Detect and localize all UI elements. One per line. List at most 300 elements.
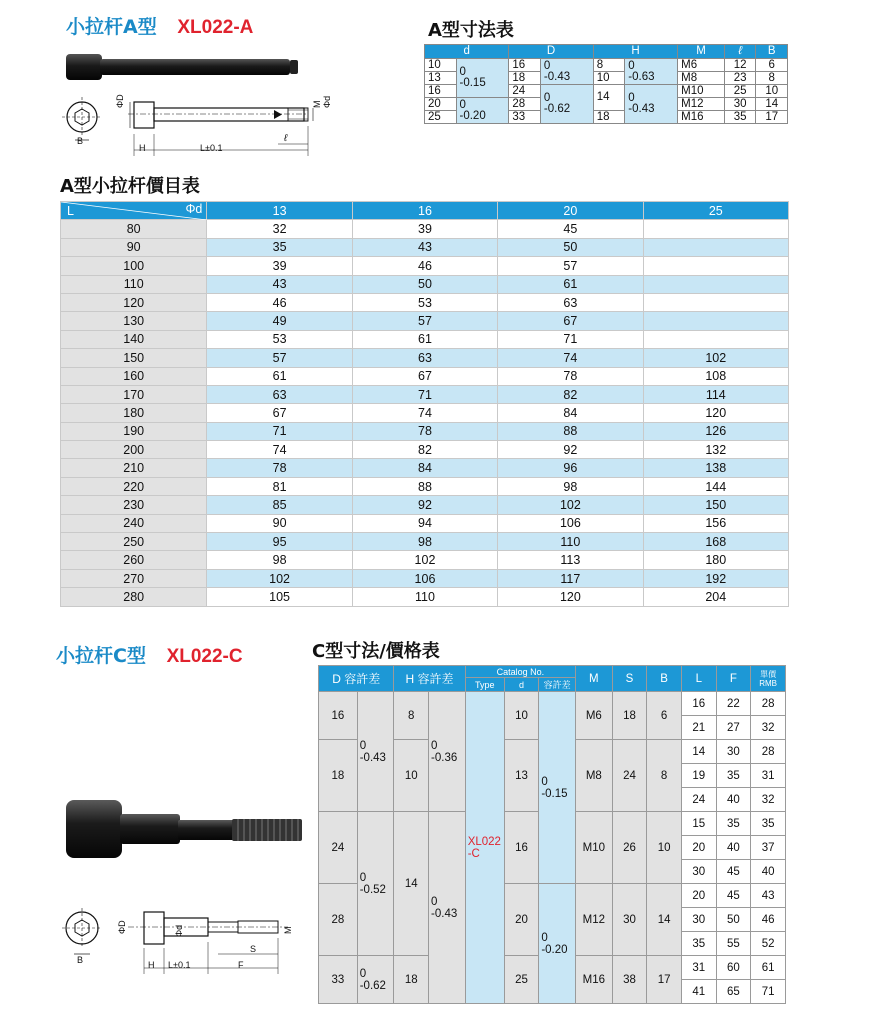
dim-c-price: 28 [751, 692, 786, 716]
dim-c-D: 33 [319, 956, 358, 1004]
price-a-cell: 63 [207, 385, 352, 403]
drawing-a-label-B: B [77, 136, 84, 146]
tol-b: -0.43 [431, 907, 458, 920]
dim-a-cell: 10 [425, 59, 457, 72]
price-a-row [61, 551, 789, 569]
dim-a-cell: 18 [593, 111, 625, 124]
dim-a-header-l: ℓ [724, 45, 756, 59]
price-a-cell: 78 [352, 422, 497, 440]
drawing-c-label-L: L±0.1 [168, 960, 191, 970]
dim-a-cell: 24 [509, 85, 541, 98]
dim-c-H: 10 [394, 740, 429, 812]
section-a-code: XL022-A [177, 17, 254, 38]
dim-c-F: 60 [716, 956, 751, 980]
dim-a-cell: 14 [756, 98, 788, 111]
price-a-row [61, 533, 789, 551]
price-a-cell [643, 293, 788, 311]
price-a-length: 270 [61, 569, 207, 587]
price-a-cell: 102 [207, 569, 352, 587]
price-a-cell: 57 [498, 257, 643, 275]
dim-c-F: 45 [716, 860, 751, 884]
section-c-name: 小拉杆C型 [56, 645, 146, 667]
price-a-cell: 204 [643, 588, 788, 606]
dim-a-cell: M6 [678, 59, 725, 72]
dim-a-title: A型寸法表 [428, 20, 514, 41]
dim-c-header-L: L [681, 666, 716, 692]
dim-a-header-D: D [509, 45, 593, 59]
dim-c-F: 45 [716, 884, 751, 908]
price-a-cell: 46 [207, 293, 352, 311]
dim-c-header-tol: 容許差 [539, 678, 576, 692]
dim-c-d: 13 [504, 740, 539, 812]
dim-c-L: 21 [681, 716, 716, 740]
price-a-cell: 90 [207, 514, 352, 532]
dim-a-cell: 8 [756, 72, 788, 85]
price-a-length: 130 [61, 312, 207, 330]
dim-c-S: 26 [612, 812, 647, 884]
dim-a-cell: 13 [425, 72, 457, 85]
price-a-length: 250 [61, 533, 207, 551]
dim-c-M: M8 [576, 740, 613, 812]
dim-c-S: 30 [612, 884, 647, 956]
dim-c-price: 43 [751, 884, 786, 908]
dim-a-cell: 10 [593, 72, 625, 85]
dim-a-cell: 8 [593, 59, 625, 72]
dim-c-F: 40 [716, 836, 751, 860]
rod-c-photo [62, 796, 306, 864]
price-a-length: 150 [61, 349, 207, 367]
section-a-title [66, 12, 253, 39]
dim-c-L: 14 [681, 740, 716, 764]
price-a-title: A型小拉杆價目表 [60, 176, 200, 197]
type-2: -C [467, 847, 480, 860]
price-a-cell: 78 [498, 367, 643, 385]
price-a-cell: 108 [643, 367, 788, 385]
price-a-row [61, 404, 789, 422]
price-a-length: 260 [61, 551, 207, 569]
price-a-cell: 74 [498, 349, 643, 367]
price-a-cell: 39 [352, 220, 497, 238]
price-a-cell: 102 [498, 496, 643, 514]
dim-c-d: 16 [504, 812, 539, 884]
dim-c-F: 35 [716, 812, 751, 836]
price-a-length: 220 [61, 477, 207, 495]
dim-c-header-D: D 容許差 [319, 666, 394, 692]
dim-c-tol-D2 [357, 812, 394, 956]
price-a-cell: 88 [498, 422, 643, 440]
dim-c-d: 20 [504, 884, 539, 956]
dim-a-cell: 33 [509, 111, 541, 124]
price-a-cell: 67 [498, 312, 643, 330]
price-a-cell [643, 312, 788, 330]
dim-c-tol-H1 [429, 692, 466, 812]
price-a-row [61, 238, 789, 256]
dim-c-M: M16 [576, 956, 613, 1004]
dim-a-cell: 16 [509, 59, 541, 72]
price-a-cell: 43 [352, 238, 497, 256]
dim-a-cell: 30 [724, 98, 756, 111]
price-a-cell: 110 [498, 533, 643, 551]
price-a-col-16: 16 [352, 202, 497, 220]
dim-c-B: 10 [647, 812, 682, 884]
price-a-length: 90 [61, 238, 207, 256]
price-a-cell: 67 [352, 367, 497, 385]
price-a-cell: 45 [498, 220, 643, 238]
tol-a: 0 [541, 931, 548, 944]
price-a-corner [61, 202, 207, 220]
dim-c-header-price-1: 單價 [760, 669, 777, 679]
price-a-cell: 61 [207, 367, 352, 385]
price-a-cell: 138 [643, 459, 788, 477]
drawing-a-label-l: ℓ [284, 133, 288, 144]
price-a-cell: 71 [352, 385, 497, 403]
tol-a: 0 [359, 739, 367, 752]
price-a-cell: 43 [207, 275, 352, 293]
dim-c-tol-d1 [539, 692, 576, 884]
drawing-c-label-D: ΦD [117, 920, 127, 934]
dim-c-header-M: M [576, 666, 613, 692]
dim-c-price: 32 [751, 788, 786, 812]
dim-c-L: 15 [681, 812, 716, 836]
drawing-c-label-S: S [250, 944, 257, 954]
price-a-cell [643, 257, 788, 275]
dim-a-cell: 14 [593, 85, 625, 111]
price-a-col-13: 13 [207, 202, 352, 220]
dim-c-F: 22 [716, 692, 751, 716]
price-a-cell: 117 [498, 569, 643, 587]
dim-c-D: 16 [319, 692, 358, 740]
dim-a-tol: 0 -0.43 [625, 85, 678, 124]
price-a-length: 160 [61, 367, 207, 385]
price-a-length: 170 [61, 385, 207, 403]
price-a-cell: 39 [207, 257, 352, 275]
dim-a-cell: 25 [724, 85, 756, 98]
drawing-a-label-D: ΦD [115, 94, 125, 108]
price-a-row [61, 514, 789, 532]
dim-a-tol: 0 -0.43 [540, 59, 593, 85]
drawing-a-label-d: Φd [322, 95, 332, 108]
dim-a-cell: M12 [678, 98, 725, 111]
dim-c-H: 14 [394, 812, 429, 956]
dim-a-cell: M8 [678, 72, 725, 85]
dim-c-F: 40 [716, 788, 751, 812]
dim-a-header-H: H [593, 45, 677, 59]
price-a-row [61, 275, 789, 293]
price-a-length: 110 [61, 275, 207, 293]
dim-c-price: 28 [751, 740, 786, 764]
price-a-body [61, 220, 789, 606]
rod-a-photo [62, 50, 302, 86]
table-c-title: C型寸法/價格表 [312, 641, 440, 662]
price-a-cell: 96 [498, 459, 643, 477]
dim-c-F: 27 [716, 716, 751, 740]
price-a-cell: 85 [207, 496, 352, 514]
price-a-cell: 78 [207, 459, 352, 477]
price-a-cell: 50 [498, 238, 643, 256]
dim-c-F: 35 [716, 764, 751, 788]
price-a-length: 120 [61, 293, 207, 311]
price-a-cell: 32 [207, 220, 352, 238]
price-a-cell: 50 [352, 275, 497, 293]
price-a-cell: 57 [352, 312, 497, 330]
price-a-cell: 156 [643, 514, 788, 532]
price-a-cell: 49 [207, 312, 352, 330]
dim-a-cell: M16 [678, 111, 725, 124]
price-a-length: 200 [61, 441, 207, 459]
price-a-cell: 114 [643, 385, 788, 403]
price-a-length: 190 [61, 422, 207, 440]
dim-c-B: 8 [647, 740, 682, 812]
dim-c-B: 6 [647, 692, 682, 740]
dim-c-L: 41 [681, 980, 716, 1004]
price-a-cell: 61 [352, 330, 497, 348]
price-a-row [61, 441, 789, 459]
dim-a-cell: M10 [678, 85, 725, 98]
tol-a: 0 [541, 775, 548, 788]
price-a-cell [643, 275, 788, 293]
dim-c-F: 30 [716, 740, 751, 764]
price-a-col-20: 20 [498, 202, 643, 220]
drawing-c-label-d: Φd [174, 924, 184, 937]
price-a-cell: 71 [498, 330, 643, 348]
dim-c-header-catalog: Catalog No. [465, 666, 575, 678]
price-a-length: 140 [61, 330, 207, 348]
dim-a-cell: 23 [724, 72, 756, 85]
section-a-name: 小拉杆A型 [66, 16, 157, 38]
price-a-length: 230 [61, 496, 207, 514]
price-a-row [61, 477, 789, 495]
price-a-cell: 57 [207, 349, 352, 367]
dim-c-H: 8 [394, 692, 429, 740]
price-a-cell: 180 [643, 551, 788, 569]
dim-a-header-B: B [756, 45, 788, 59]
price-a-row [61, 367, 789, 385]
price-a-cell: 110 [352, 588, 497, 606]
price-a-cell: 88 [352, 477, 497, 495]
price-a-row [61, 569, 789, 587]
price-a-cell: 113 [498, 551, 643, 569]
dim-c-D: 18 [319, 740, 358, 812]
price-a-cell: 46 [352, 257, 497, 275]
price-a-cell [643, 330, 788, 348]
price-a-corner-d: Φd [185, 202, 203, 216]
price-a-cell: 98 [498, 477, 643, 495]
price-a-length: 240 [61, 514, 207, 532]
price-a-row [61, 588, 789, 606]
dim-a-tol: 0 -0.15 [456, 59, 509, 98]
price-a-cell: 71 [207, 422, 352, 440]
price-a-cell: 92 [352, 496, 497, 514]
dim-a-cell: 10 [756, 85, 788, 98]
price-a-table [60, 201, 789, 607]
dim-c-L: 30 [681, 908, 716, 932]
price-a-row [61, 349, 789, 367]
price-a-cell: 98 [207, 551, 352, 569]
drawing-c-label-B: B [77, 955, 84, 965]
price-a-row [61, 385, 789, 403]
dim-c-type [465, 692, 504, 1004]
price-a-cell: 132 [643, 441, 788, 459]
dim-c-M: M12 [576, 884, 613, 956]
tol-b: -0.62 [359, 979, 386, 992]
tol-b: -0.20 [541, 943, 568, 956]
dim-c-L: 35 [681, 932, 716, 956]
dim-c-D: 24 [319, 812, 358, 884]
price-a-cell: 81 [207, 477, 352, 495]
tol-a: 0 [359, 871, 367, 884]
rod-a-drawing [58, 92, 328, 158]
dim-a-cell: 35 [724, 111, 756, 124]
dim-a-cell: 28 [509, 98, 541, 111]
price-a-cell: 84 [352, 459, 497, 477]
price-a-row [61, 496, 789, 514]
price-a-cell: 67 [207, 404, 352, 422]
price-a-cell: 120 [498, 588, 643, 606]
dim-c-price: 35 [751, 812, 786, 836]
dim-a-cell: 18 [509, 72, 541, 85]
drawing-c-label-H: H [148, 960, 155, 970]
dim-a-tol: 0 -0.63 [625, 59, 678, 85]
drawing-c-label-M: M [283, 926, 293, 934]
price-a-cell: 192 [643, 569, 788, 587]
price-a-cell: 98 [352, 533, 497, 551]
dim-c-header-type: Type [465, 678, 504, 692]
price-a-cell: 94 [352, 514, 497, 532]
dim-c-S: 18 [612, 692, 647, 740]
price-a-cell: 61 [498, 275, 643, 293]
dim-c-d: 10 [504, 692, 539, 740]
dim-a-cell: 12 [724, 59, 756, 72]
price-a-cell: 53 [207, 330, 352, 348]
dim-a-cell: 16 [425, 85, 457, 98]
price-a-row [61, 459, 789, 477]
dim-c-tol-H2 [429, 812, 466, 1004]
price-a-cell: 63 [498, 293, 643, 311]
price-a-row [61, 293, 789, 311]
price-a-cell: 126 [643, 422, 788, 440]
price-a-row [61, 330, 789, 348]
tol-b: -0.15 [541, 787, 568, 800]
price-a-cell: 95 [207, 533, 352, 551]
dim-c-B: 17 [647, 956, 682, 1004]
price-a-cell: 84 [498, 404, 643, 422]
dim-c-F: 50 [716, 908, 751, 932]
drawing-c-label-F: F [238, 960, 244, 970]
dim-c-header-S: S [612, 666, 647, 692]
dim-c-F: 65 [716, 980, 751, 1004]
dim-c-header-H: H 容許差 [394, 666, 465, 692]
price-a-cell: 74 [207, 441, 352, 459]
section-c-code: XL022-C [166, 646, 243, 667]
dim-a-tol: 0 -0.62 [540, 85, 593, 124]
price-a-cell: 82 [352, 441, 497, 459]
drawing-a-label-L: L±0.1 [200, 143, 223, 153]
dim-c-M: M6 [576, 692, 613, 740]
dim-c-header-price-2: RMB [759, 678, 777, 688]
price-a-col-25: 25 [643, 202, 788, 220]
tol-a: 0 [359, 967, 367, 980]
dim-c-d: 25 [504, 956, 539, 1004]
price-a-length: 100 [61, 257, 207, 275]
dim-a-table [424, 44, 788, 124]
dim-c-F: 55 [716, 932, 751, 956]
dim-c-price: 40 [751, 860, 786, 884]
price-a-corner-L: L [67, 204, 74, 218]
dim-c-price: 71 [751, 980, 786, 1004]
price-a-length: 80 [61, 220, 207, 238]
price-a-row [61, 312, 789, 330]
price-a-cell: 120 [643, 404, 788, 422]
price-a-cell: 82 [498, 385, 643, 403]
dim-a-cell: 20 [425, 98, 457, 111]
drawing-a-label-H: H [139, 143, 146, 153]
price-a-cell: 150 [643, 496, 788, 514]
dim-c-S: 38 [612, 956, 647, 1004]
dim-c-tol-D1 [357, 692, 394, 812]
price-a-cell: 63 [352, 349, 497, 367]
dim-c-M: M10 [576, 812, 613, 884]
price-a-length: 180 [61, 404, 207, 422]
price-a-cell [643, 238, 788, 256]
dim-c-L: 24 [681, 788, 716, 812]
price-a-cell: 168 [643, 533, 788, 551]
drawing-a-label-M: M [312, 100, 322, 108]
dim-c-header-d: d [504, 678, 539, 692]
dim-c-header-F: F [716, 666, 751, 692]
dim-c-tol-d2 [539, 884, 576, 1004]
price-a-cell: 35 [207, 238, 352, 256]
dim-c-L: 20 [681, 884, 716, 908]
price-a-cell: 92 [498, 441, 643, 459]
dim-c-price: 46 [751, 908, 786, 932]
tol-b: -0.43 [359, 751, 386, 764]
price-a-row [61, 257, 789, 275]
tol-b: -0.36 [431, 751, 458, 764]
dim-c-S: 24 [612, 740, 647, 812]
price-a-row [61, 422, 789, 440]
dim-a-cell: 17 [756, 111, 788, 124]
dim-c-L: 19 [681, 764, 716, 788]
price-a-cell: 102 [643, 349, 788, 367]
price-a-cell: 102 [352, 551, 497, 569]
dim-a-cell: 6 [756, 59, 788, 72]
dim-c-table [318, 665, 786, 1004]
dim-c-price: 31 [751, 764, 786, 788]
dim-c-L: 31 [681, 956, 716, 980]
dim-a-header-d: d [425, 45, 509, 59]
price-a-length: 210 [61, 459, 207, 477]
dim-c-L: 20 [681, 836, 716, 860]
price-a-cell: 53 [352, 293, 497, 311]
dim-c-L: 30 [681, 860, 716, 884]
price-a-row [61, 220, 789, 238]
price-a-cell: 74 [352, 404, 497, 422]
dim-c-price: 37 [751, 836, 786, 860]
tol-b: -0.52 [359, 883, 386, 896]
dim-c-tol-D3 [357, 956, 394, 1004]
price-a-cell: 106 [498, 514, 643, 532]
dim-c-header-B: B [647, 666, 682, 692]
dim-c-D: 28 [319, 884, 358, 956]
tol-a: 0 [431, 895, 438, 908]
dim-c-price: 32 [751, 716, 786, 740]
price-a-cell: 106 [352, 569, 497, 587]
dim-a-cell: 25 [425, 111, 457, 124]
price-a-cell: 144 [643, 477, 788, 495]
type-1: XL022 [467, 835, 501, 848]
section-c-title [56, 641, 243, 668]
dim-a-header-M: M [678, 45, 725, 59]
